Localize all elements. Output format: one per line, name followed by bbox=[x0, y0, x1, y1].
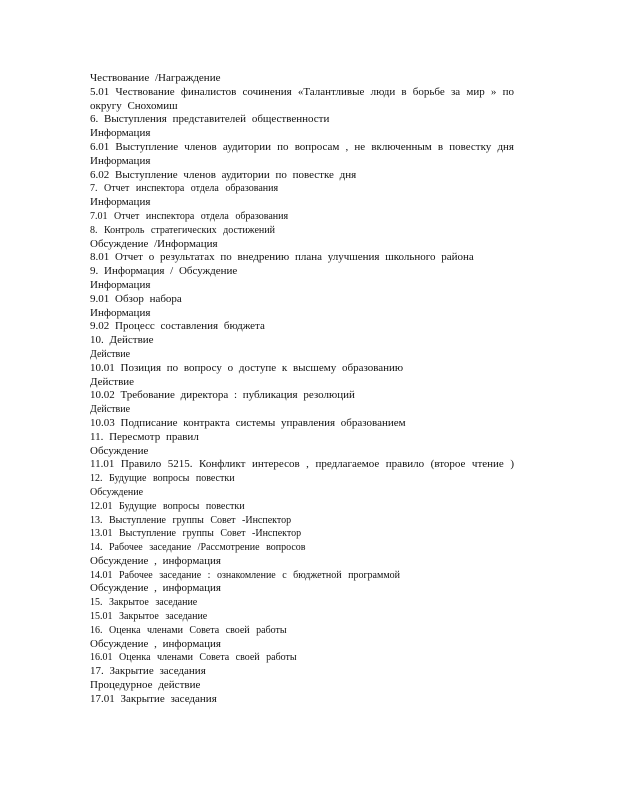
agenda-item: 5.01 Чествование финалистов сочинения «Талантливые люди в борьбе за мир » по bbox=[90, 85, 514, 98]
agenda-item: 11.01 Правило 5215. Конфликт интересов , предлагаемое правило (второе чтение ) bbox=[90, 458, 514, 471]
item-category: Информация bbox=[90, 154, 151, 167]
agenda-item: 9.01 Обзор набора bbox=[90, 292, 182, 305]
agenda-item: 15.01 Закрытое заседание bbox=[90, 611, 208, 623]
agenda-item: 10.03 Подписание контракта системы управления образованием bbox=[90, 416, 406, 429]
section-heading: 15. Закрытое заседание bbox=[90, 597, 198, 609]
agenda-item: 8.01 Отчет о результатах по внедрению плана улучшения школьного района bbox=[90, 251, 474, 264]
agenda-item: 6.02 Выступление членов аудитории по повестке дня bbox=[90, 168, 357, 181]
agenda-item: 10.02 Требование директора : публикация резолюций bbox=[90, 389, 355, 402]
agenda-document bbox=[90, 72, 514, 707]
item-category: Информация bbox=[90, 127, 151, 140]
item-category: Обсуждение , информация bbox=[90, 554, 221, 567]
item-category: Обсуждение , информация bbox=[90, 637, 221, 650]
agenda-item: 7.01 Отчет инспектора отдела образования bbox=[90, 210, 289, 222]
section-heading: 12. Будущие вопросы повестки bbox=[90, 473, 235, 485]
item-category: Информация bbox=[90, 196, 151, 209]
section-heading: 10. Действие bbox=[90, 334, 154, 347]
section-heading: 11. Пересмотр правил bbox=[90, 430, 199, 443]
item-category: Обсуждение /Информация bbox=[90, 237, 218, 250]
agenda-item: 16.01 Оценка членами Совета своей работы bbox=[90, 652, 297, 664]
item-category: Информация bbox=[90, 306, 151, 319]
agenda-item: 9.02 Процесс составления бюджета bbox=[90, 320, 265, 333]
section-heading: 13. Выступление группы Совет -Инспектор bbox=[90, 514, 292, 526]
agenda-item: 13.01 Выступление группы Совет -Инспектор bbox=[90, 528, 302, 540]
item-category: Обсуждение bbox=[90, 444, 149, 457]
section-heading: 7. Отчет инспектора отдела образования bbox=[90, 183, 279, 195]
agenda-item: 12.01 Будущие вопросы повестки bbox=[90, 500, 245, 512]
section-heading: Чествование /Награждение bbox=[90, 72, 221, 84]
item-category: Процедурное действие bbox=[90, 679, 201, 692]
section-heading: 9. Информация / Обсуждение bbox=[90, 265, 238, 278]
agenda-item-continuation: округу Снохомиш bbox=[90, 99, 178, 112]
agenda-item: 6.01 Выступление членов аудитории по вопросам , не включенным в повестку дня bbox=[90, 140, 514, 153]
item-category: Информация bbox=[90, 278, 151, 291]
item-category: Действие bbox=[90, 404, 131, 416]
section-heading: 6. Выступления представителей общественности bbox=[90, 113, 330, 126]
item-category: Обсуждение bbox=[90, 486, 144, 498]
section-heading: 17. Закрытие заседания bbox=[90, 665, 206, 678]
section-heading: 16. Оценка членами Совета своей работы bbox=[90, 624, 287, 636]
agenda-item: 17.01 Закрытие заседания bbox=[90, 692, 217, 705]
section-heading: 8. Контроль стратегических достижений bbox=[90, 224, 275, 236]
agenda-item: 14.01 Рабочее заседание : ознакомление с бюджетной программой bbox=[90, 569, 401, 581]
item-category: Действие bbox=[90, 348, 131, 360]
item-category: Действие bbox=[90, 375, 135, 388]
item-category: Обсуждение , информация bbox=[90, 582, 221, 595]
agenda-item: 10.01 Позиция по вопросу о доступе к высшему образованию bbox=[90, 361, 404, 374]
section-heading: 14. Рабочее заседание /Рассмотрение вопросов bbox=[90, 542, 306, 554]
